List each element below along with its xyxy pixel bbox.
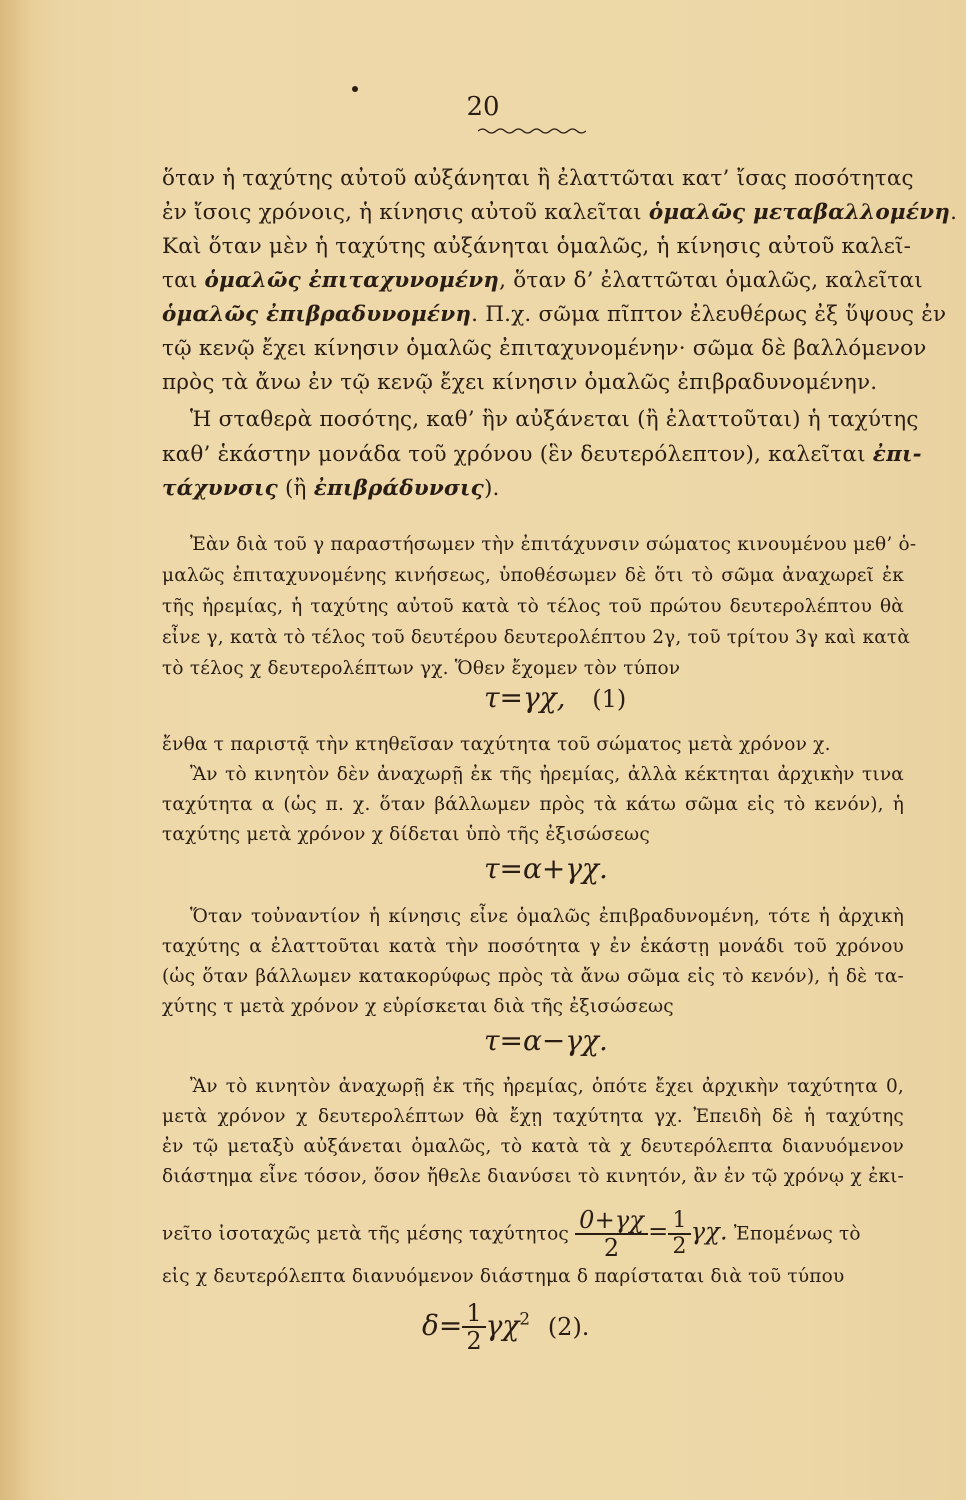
text-line: τῆς ἠρεμίας, ἡ ταχύτης αὐτοῦ κατὰ τὸ τέλος τοῦ πρώτου δευτερολέπτου θὰ bbox=[162, 596, 904, 617]
text-line: Ἐὰν διὰ τοῦ γ παραστήσωμεν τὴν ἐπιτάχυνσιν σώματος κινουμένου μεθ’ ὁ- bbox=[190, 534, 917, 555]
text-line: εἶνε γ, κατὰ τὸ τέλος τοῦ δευτέρου δευτερολέπτου 2γ, τοῦ τρίτου 3γ καὶ κατὰ bbox=[162, 627, 911, 648]
equation-2: δ= $\frac{1}{2}$ $\gamma\chi^2$ (2). bbox=[422, 1299, 590, 1356]
text-line: ὅταν ἡ ταχύτης αὐτοῦ αὐξάνηται ἢ ἐλαττῶται κατ’ ἴσας ποσότητας bbox=[162, 166, 914, 191]
half-fraction: $\frac{1}{2}$ bbox=[668, 1209, 690, 1259]
term-uniformly-varying: ὁμαλῶς μεταβαλλομένη bbox=[648, 200, 951, 225]
text-line: ἐν τῷ μεταξὺ αὐξάνεται ὁμαλῶς, τὸ κατὰ τὰ χ δευτερόλεπτα διανυόμενον bbox=[162, 1136, 904, 1157]
text-line: ταχύτης α ἐλαττοῦται κατὰ τὴν ποσότητα γ ἐν ἑκάστῃ μονάδι τοῦ χρόνου bbox=[162, 936, 904, 957]
text-line: ταχύτης μετὰ χρόνον χ δίδεται ὑπὸ τῆς ἐξισώσεως bbox=[162, 824, 650, 845]
text-line: Καὶ ὅταν μὲν ἡ ταχύτης αὐξάνηται ὁμαλῶς, ἡ κίνησις αὐτοῦ καλεῖ- bbox=[162, 234, 912, 259]
text-line: τὸ τέλος χ δευτερολέπτων γχ. Ὅθεν ἔχομεν τὸν τύπον bbox=[162, 658, 681, 679]
equation-initial-velocity: τ=α+γχ. bbox=[484, 852, 608, 885]
text-line: ται ὁμαλῶς ἐπιταχυνομένη, ὅταν δ’ ἐλαττῶται ὁμαλῶς, καλεῖται bbox=[162, 268, 923, 293]
text-line: μετὰ χρόνον χ δευτερολέπτων θὰ ἔχῃ ταχύτητα γχ. Ἐπειδὴ δὲ ἡ ταχύτης bbox=[162, 1106, 904, 1127]
text-line: Ἂν τὸ κινητὸν ἀναχωρῇ ἐκ τῆς ἠρεμίας, ὁπότε ἔχει ἀρχικὴν ταχύτητα 0, bbox=[190, 1076, 904, 1097]
text-line: εἰς χ δευτερόλεπτα διανυόμενον διάστημα δ παρίσταται διὰ τοῦ τύπου bbox=[162, 1266, 845, 1287]
text-line: μαλῶς ἐπιταχυνομένης κινήσεως, ὑποθέσωμεν δὲ ὅτι τὸ σῶμα ἀναχωρεῖ ἐκ bbox=[162, 565, 904, 586]
text-line: ὁμαλῶς ἐπιβραδυνομένη. Π.χ. σῶμα πῖπτον ἐλευθέρως ἐξ ὕψους ἐν bbox=[162, 302, 947, 327]
term-uniformly-accelerated: ὁμαλῶς ἐπιταχυνομένη bbox=[204, 268, 500, 293]
text-line: τάχυνσις (ἢ ἐπιβράδυνσις). bbox=[162, 476, 500, 501]
text-line: καθ’ ἑκάστην μονάδα τοῦ χρόνου (ἓν δευτερόλεπτον), καλεῖται ἐπι- bbox=[162, 442, 922, 467]
text-line: διάστημα εἶνε τόσον, ὅσον ἤθελε διανύσει τὸ κινητόν, ἂν ἐν τῷ χρόνῳ χ ἐκι- bbox=[162, 1166, 904, 1187]
page-number: 20 bbox=[466, 92, 500, 122]
text-line: χύτης τ μετὰ χρόνον χ εὑρίσκεται διὰ τῆς ἐξισώσεως bbox=[162, 996, 674, 1017]
text-line: Ἡ σταθερὰ ποσότης, καθ’ ἣν αὐξάνεται (ἢ ἐλαττοῦται) ἡ ταχύτης bbox=[190, 407, 919, 432]
text-line: Ἂν τὸ κινητὸν δὲν ἀναχωρῇ ἐκ τῆς ἠρεμίας, ἀλλὰ κέκτηται ἀρχικὴν τινα bbox=[190, 764, 904, 785]
ornamental-rule bbox=[478, 127, 586, 135]
text-line-with-fraction: νεῖτο ἰσοταχῶς μετὰ τῆς μέσης ταχύτητος $\frac{0+\gamma\chi}{2}$ = $\frac{1}{2}$ γχ. Ἐπομένως τὸ bbox=[162, 1206, 861, 1263]
text-line: ταχύτητα α (ὡς π. χ. ὅταν βάλλωμεν πρὸς τὰ κάτω σῶμα εἰς τὸ κενόν), ἡ bbox=[162, 794, 904, 815]
term-deceleration: ἐπιβράδυνσις bbox=[313, 476, 484, 501]
term-acceleration: τάχυνσις bbox=[162, 476, 278, 501]
text-line: πρὸς τὰ ἄνω ἐν τῷ κενῷ ἔχει κίνησιν ὁμαλῶς ἐπιβραδυνομένην. bbox=[162, 370, 878, 395]
equation-deceleration: τ=α−γχ. bbox=[484, 1024, 608, 1057]
text-line: ἔνθα τ παριστᾷ τὴν κτηθεῖσαν ταχύτητα τοῦ σώματος μετὰ χρόνον χ. bbox=[162, 734, 831, 755]
text-line: ἐν ἴσοις χρόνοις, ἡ κίνησις αὐτοῦ καλεῖται ὁμαλῶς μεταβαλλομένη. bbox=[162, 200, 958, 225]
equation-1: τ=γχ, (1) bbox=[484, 681, 627, 714]
half-fraction: $\frac{1}{2}$ bbox=[462, 1300, 485, 1355]
text-line: (ὡς ὅταν βάλλωμεν κατακορύφως πρὸς τὰ ἄνω σῶμα εἰς τὸ κενόν), ἡ δὲ τα- bbox=[162, 966, 904, 987]
text-line: Ὅταν τοὐναντίον ἡ κίνησις εἶνε ὁμαλῶς ἐπιβραδυνομένη, τότε ἡ ἀρχικὴ bbox=[190, 906, 904, 927]
mean-velocity-fraction: $\frac{0+\gamma\chi}{2}$ bbox=[575, 1207, 648, 1262]
text-line: τῷ κενῷ ἔχει κίνησιν ὁμαλῶς ἐπιταχυνομένην· σῶμα δὲ βαλλόμενον bbox=[162, 336, 927, 361]
term-uniformly-decelerated: ὁμαλῶς ἐπιβραδυνομένη bbox=[162, 302, 472, 327]
